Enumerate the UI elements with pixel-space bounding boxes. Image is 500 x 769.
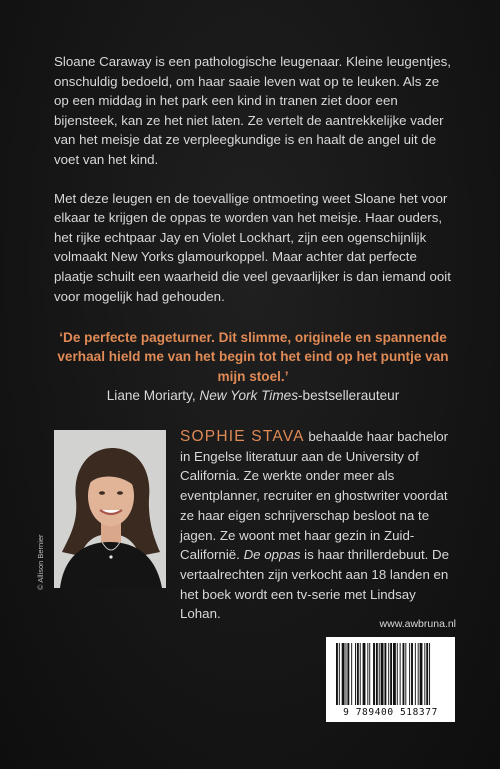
barcode-bar — [418, 643, 419, 705]
barcode-bar — [336, 643, 338, 705]
barcode-bar — [390, 643, 392, 705]
author-photo — [54, 430, 166, 588]
barcode-bars — [326, 637, 455, 709]
bio-text-1: behaalde haar bachelor in Engelse literatuur aan de University of California. Ze werkte onder meer als eventplanner, recruiter en ghostwriter voordat ze haar eigen schrijverschap besloot na te jagen. Ze woont met haar gezin in Zuid-Californië. — [180, 429, 449, 563]
barcode-bar — [347, 643, 349, 705]
barcode-bar — [426, 643, 428, 705]
book-title: De oppas — [243, 547, 301, 563]
quote-suffix: -bestsellerauteur — [298, 388, 400, 404]
barcode-bar — [342, 643, 345, 705]
barcode-bar — [397, 643, 398, 705]
publisher-website: www.awbruna.nl — [379, 618, 456, 630]
review-quote — [54, 328, 452, 406]
barcode-bar — [381, 643, 384, 705]
barcode-bar — [373, 643, 375, 705]
author-name: SOPHIE STAVA — [180, 428, 305, 445]
blurb-paragraph-1: Sloane Caraway is een pathologische leugenaar. Kleine leugentjes, onschuldig bedoeld, om haar saaie leven wat op te leuken. Als ze op een middag in het park een kind in tranen ziet door een bijensteek, kan ze het niet laten. Ze vertelt de aantrekkelijke vader van het meisje dat ze verpleegkundige is en haalt de angel uit de voet van het kind. — [54, 54, 451, 167]
barcode-bar — [393, 643, 396, 705]
barcode-bar — [424, 643, 425, 705]
barcode-bar — [403, 643, 405, 705]
barcode-bar — [369, 643, 370, 705]
photo-credit: © Allison Bernier — [36, 534, 45, 590]
barcode-bar — [363, 643, 366, 705]
barcode-bar — [360, 643, 361, 705]
barcode-bar — [357, 643, 359, 705]
quote-text: ‘De perfecte pageturner. Dit slimme, originele en spannende verhaal hield me van het begin tot het eind op het puntje van mijn stoel.’ — [57, 330, 449, 384]
blurb-paragraph-2: Met deze leugen en de toevallige ontmoeting weet Sloane het voor elkaar te krijgen de oppas te worden van het meisje. Haar ouders, het rijke echtpaar Jay en Violet Lockhart, zijn een ogenschijnlijk volmaakt New Yorks glamourkoppel. Maar achter dat perfecte plaatje schuilt een waarheid die veel gevaarlijker is dan iemand ooit voor mogelijk had gehouden. — [54, 190, 451, 304]
barcode-bar — [400, 643, 401, 705]
barcode-bar — [429, 643, 430, 705]
barcode-bar — [409, 643, 410, 705]
author-bio — [180, 427, 454, 624]
barcode-bar — [339, 643, 340, 705]
barcode-bar — [379, 643, 380, 705]
isbn-number: 9 789400 518377 — [343, 707, 438, 718]
barcode-bar — [420, 643, 423, 705]
barcode-bar — [411, 643, 413, 705]
blurb — [54, 52, 452, 325]
barcode-bar — [415, 643, 416, 705]
barcode — [326, 637, 455, 722]
quote-attribution — [54, 386, 452, 405]
barcode-bar — [346, 643, 347, 705]
barcode-bar — [355, 643, 356, 705]
barcode-bar — [384, 643, 386, 705]
quote-author: Liane Moriarty, — [106, 388, 200, 404]
bio-text-2: is haar thrillerdebuut. De vertaalrechten zijn verkocht aan 18 landen en het boek wordt een tv-serie met Lindsay Lohan. — [180, 547, 450, 622]
barcode-bar — [376, 643, 378, 705]
quote-source: New York Times — [199, 388, 299, 404]
barcode-bar — [351, 643, 352, 705]
barcode-bar — [405, 643, 406, 705]
barcode-bar — [367, 643, 368, 705]
barcode-bar — [388, 643, 389, 705]
